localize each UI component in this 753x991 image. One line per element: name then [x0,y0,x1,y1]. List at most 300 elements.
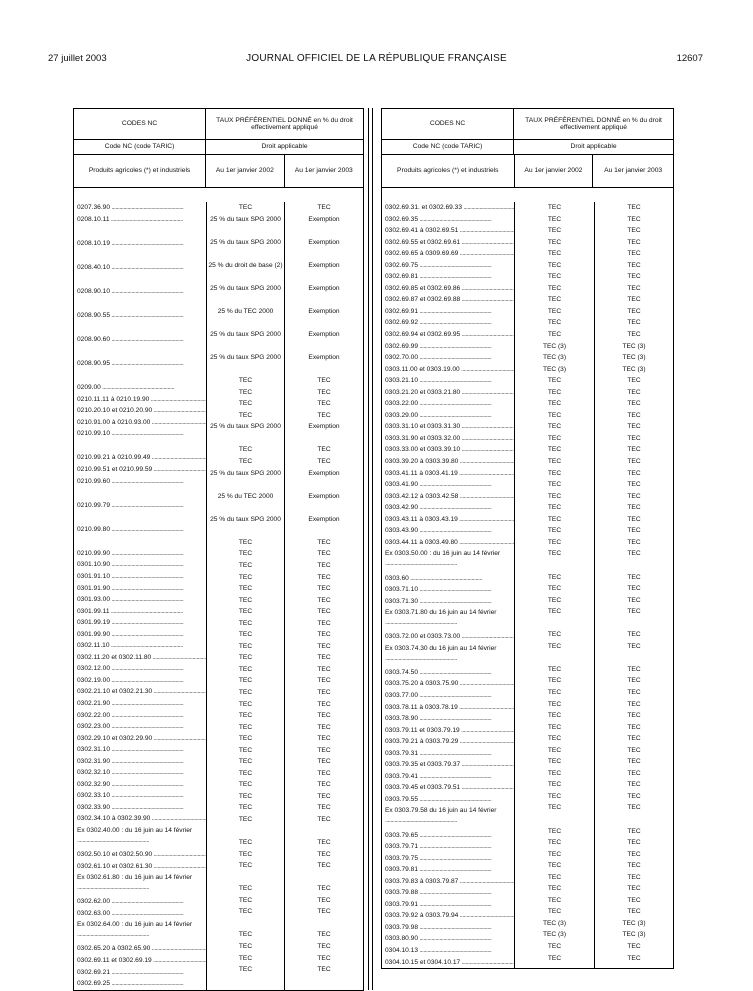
nc-code-cell: 0304.10.15 et 0304.10.17 ..... [382,957,514,969]
nc-code-cell: 0302.69.21 ..... [74,967,206,979]
nc-code-cell: 0303.79.98 ..... [382,922,514,934]
nc-code-cell: Ex 0303.79.58 du 16 juin au 14 février ..... [382,805,514,829]
th-taux: TAUX PRÉFÉRENTIEL DONNÉ en % du droit effectivement appliqué [513,109,673,139]
rate-2003-cell: TEC [627,827,641,835]
nc-code-cell: 0303.80.90 ..... [382,933,514,945]
rate-2002-cell: TEC [238,458,253,466]
th-taux: TAUX PRÉFÉRENTIEL DONNÉ en % du droit effectivement appliqué [205,109,363,139]
rate-2002-cell: TEC (3) [542,931,567,939]
rate-2003-cell: TEC [627,758,641,766]
rate-2002-cell: TEC [238,608,253,616]
rate-2003-cell: TEC [317,631,331,639]
rate-2003-cell: TEC [627,642,641,650]
rate-2003-cell: TEC [317,839,331,847]
rate-2002-cell: TEC [238,619,253,627]
nc-code-cell: 0302.33.90 ..... [74,802,206,814]
rate-2003-cell: TEC [627,307,641,315]
rate-2003-cell: TEC [317,735,331,743]
rate-2003-cell: TEC [627,908,641,916]
rate-2003-cell: TEC [627,608,641,616]
th-droit-applicable: Droit applicable [513,140,673,154]
rate-2003-cell: TEC [627,504,641,512]
rate-2003-cell: TEC [627,515,641,523]
nc-code-cell: 0302.69.99 ..... [382,341,514,353]
tariff-table-left [73,108,364,991]
rate-2003-cell: TEC [627,446,641,454]
rate-2002-cell: TEC [547,307,562,315]
rate-2002-cell: TEC [547,943,562,950]
rate-2003-cell: TEC [627,850,641,858]
nc-code-cell: 0301.10.90 ..... [74,559,206,571]
rate-2003-cell: Exemption [308,469,340,477]
nc-code-cell: 0303.21.20 et 0303.21.80 ..... [382,387,514,399]
rate-2003-cell: TEC [317,642,331,650]
rate-2002-cell: TEC [238,839,253,847]
nc-code-cell: 0302.11.20 et 0302.11.80 ..... [74,652,206,664]
rate-2003-cell: TEC [317,596,331,604]
nc-code-cell: 0303.79.83 à 0303.79.87 ..... [382,876,514,888]
nc-code-cell: 0303.72.00 et 0303.73.00 ..... [382,631,514,643]
nc-code-cell: 0303.79.41 ..... [382,771,514,783]
nc-code-cell: 0302.69.65 à 0309.69.69 ..... [382,248,514,260]
nc-code-cell: Ex 0303.50.00 : du 16 juin au 14 février ..... [382,548,514,572]
nc-code-cell: 0303.79.88 ..... [382,887,514,899]
rate-2003-cell: TEC [317,665,331,673]
rate-2002-cell: TEC [238,654,253,662]
rate-2003-cell: TEC [627,688,641,696]
nc-code-cell: 0303.22.00 ..... [382,398,514,410]
nc-code-cell: 0301.99.19 ..... [74,617,206,629]
rate-2003-cell: TEC [627,769,641,777]
rate-2003-cell: TEC [627,839,641,847]
rate-2002-cell: TEC [547,804,562,812]
rate-2002-cell: TEC [547,700,562,708]
rate-2002-cell: TEC [238,966,253,974]
nc-code-cell: Ex 0303.71.80 du 16 juin au 14 février ..... [382,607,514,631]
nc-code-cell: 0302.62.00 ..... [74,896,206,908]
rate-2003-cell: TEC [627,284,641,292]
column-2002 [206,202,284,990]
nc-code-cell: 0302.69.92 ..... [382,317,514,329]
rate-2002-cell: TEC [547,665,562,673]
rate-2002-cell: 25 % du taux SPG 2000 [210,284,281,292]
nc-code-cell: 0302.23.00 ..... [74,721,206,733]
rate-2002-cell: TEC [238,781,253,789]
rate-2002-cell: TEC [547,839,562,847]
rate-2003-cell: TEC [317,850,331,858]
rate-2002-cell: TEC [547,238,562,246]
rate-2002-cell: 25 % du taux SPG 2000 [210,215,281,223]
rate-2003-cell: TEC [627,227,641,235]
rate-2002-cell: TEC [547,261,562,269]
nc-code-cell: 0303.39.20 à 0303.39.80 ..... [382,456,514,468]
rate-2003-cell: TEC [627,204,641,211]
nc-code-cell: 0303.43.11 à 0303.43.19 ..... [382,514,514,526]
rate-2003-cell: TEC [627,700,641,708]
rate-2002-cell: TEC [547,377,562,385]
rate-2002-cell: TEC [238,631,253,639]
rate-2003-cell: TEC (3) [622,342,646,350]
rate-2003-cell: TEC [627,261,641,269]
rate-2003-cell: TEC [317,908,331,916]
rate-2003-cell: TEC [317,792,331,800]
rate-2002-cell: TEC [547,423,562,431]
rate-2003-cell: Exemption [308,515,340,523]
rate-2003-cell: TEC [317,377,331,385]
rate-2002-cell: TEC [547,446,562,454]
nc-code-cell: 0302.69.81 ..... [382,271,514,283]
nc-code-cell: 0210.91.00 à 0210.93.00 ..... [74,417,206,429]
nc-code-cell: 0303.79.45 et 0303.79.51 ..... [382,782,514,794]
rate-2003-cell: Exemption [308,238,340,246]
rate-2003-cell: TEC (3) [622,354,646,362]
rate-2003-cell: TEC [627,677,641,685]
nc-code-cell: 0303.79.92 à 0303.79.94 ..... [382,910,514,922]
rate-2002-cell: TEC [547,631,562,639]
rate-2003-cell: TEC [627,943,641,950]
nc-code-cell: 0302.69.91 ..... [382,306,514,318]
th-code-taric: Code NC (code TARIC) [104,143,175,151]
rate-2003-cell: TEC [317,411,331,419]
nc-code-cell: 0210.20.10 et 0210.20.90 ..... [74,405,206,417]
nc-code-cell: 0301.91.90 ..... [74,583,206,595]
rate-2002-cell: TEC [238,896,253,904]
rate-2003-cell: TEC [627,735,641,743]
rate-2003-cell: TEC [627,273,641,281]
nc-code-cell: 0302.31.10 ..... [74,744,206,756]
rate-2002-cell: TEC [547,296,562,304]
rate-2003-cell: Exemption [308,354,340,362]
nc-code-cell: 0303.60 ..... [382,573,514,585]
rate-2002-cell: TEC [238,688,253,696]
nc-code-cell: 0302.61.10 et 0302.61.30 ..... [74,861,206,873]
rate-2003-cell: Exemption [308,307,340,315]
nc-code-cell: 0207.36.90 ..... [74,202,206,214]
nc-code-cell: 0210.99.80 ..... [74,524,206,548]
rate-2002-cell: TEC [547,954,562,962]
nc-code-cell: 0302.19.00 ..... [74,675,206,687]
nc-code-cell: Ex 0302.64.00 : du 16 juin au 14 février ..... [74,919,206,943]
rate-2002-cell: TEC [547,504,562,512]
nc-code-cell: 0210.99.10 ..... [74,428,206,452]
rate-2002-cell: TEC [547,481,562,489]
rate-2002-cell: TEC [238,377,253,385]
rate-2003-cell: TEC [317,608,331,616]
rate-2003-cell: TEC [627,585,641,593]
header-date: 27 juillet 2003 [48,53,107,64]
nc-code-cell: 0208.90.95 ..... [74,358,206,382]
nc-code-cell: 0302.69.87 et 0302.69.88 ..... [382,294,514,306]
rate-2002-cell: TEC [547,827,562,835]
nc-code-cell: 0301.99.11 ..... [74,606,206,618]
rate-2002-cell: TEC [547,642,562,650]
rate-2002-cell: TEC [238,596,253,604]
rate-2003-cell: TEC [317,446,331,454]
rate-2002-cell: TEC [547,781,562,789]
nc-code-cell: 0208.40.10 ..... [74,262,206,286]
rate-2002-cell: TEC [238,850,253,858]
nc-code-cell: 0208.90.55 ..... [74,310,206,334]
rate-2002-cell: TEC [238,746,253,754]
rate-2002-cell: TEC [547,596,562,604]
rate-2003-cell: TEC [317,458,331,466]
rate-2002-cell: TEC [547,550,562,558]
nc-code-cell: 0303.11.00 et 0303.19.00 ..... [382,364,514,376]
nc-code-cell: 0303.78.11 à 0303.78.19 ..... [382,702,514,714]
column-2003 [284,202,363,990]
nc-code-cell: 0304.10.13 ..... [382,945,514,957]
rate-2003-cell: TEC [627,596,641,604]
rate-2002-cell: TEC (3) [542,354,567,362]
rate-2002-cell: TEC [238,642,253,650]
rate-2002-cell: TEC (3) [542,342,567,350]
nc-code-cell: 0303.29.00 ..... [382,410,514,422]
rate-2003-cell: TEC [317,561,331,569]
rate-2003-cell: Exemption [308,331,340,339]
th-codes-nc: CODES NC [121,120,158,128]
rate-2003-cell: TEC [627,885,641,893]
nc-code-cell: 0208.10.19 ..... [74,238,206,262]
rate-2003-cell: TEC [317,862,331,870]
nc-code-cell: 0303.79.55 ..... [382,794,514,806]
rate-2003-cell: TEC [317,769,331,777]
nc-code-cell: 0208.90.60 ..... [74,334,206,358]
nc-code-cell: 0303.79.35 et 0303.79.37 ..... [382,759,514,771]
nc-code-cell: 0303.42.12 à 0303.42.58 ..... [382,491,514,503]
nc-code-cell: 0209.00 ..... [74,382,206,394]
rate-2002-cell: TEC [547,792,562,800]
rate-2003-cell: TEC [317,677,331,685]
column-codes [382,202,514,968]
nc-code-cell: 0302.21.90 ..... [74,698,206,710]
rate-2003-cell: TEC [627,804,641,812]
rate-2002-cell: TEC [238,931,253,939]
rate-2003-cell: TEC [317,758,331,766]
nc-code-cell: 0210.11.11 à 0210.19.90 ..... [74,394,206,406]
th-jan-2003: Au 1er janvier 2003 [592,155,673,187]
rate-2003-cell: TEC [627,550,641,558]
nc-code-cell: 0208.10.11 ..... [74,214,206,238]
rate-2003-cell: TEC [627,238,641,246]
rate-2002-cell: TEC [238,792,253,800]
rate-2003-cell: TEC [627,873,641,881]
nc-code-cell: Ex 0303.74.30 du 16 juin au 14 février ..... [382,643,514,667]
rate-2002-cell: TEC [238,943,253,950]
rate-2003-cell: TEC [627,296,641,304]
rate-2002-cell: TEC [547,735,562,743]
rate-2002-cell: TEC [238,400,253,408]
rate-2003-cell: TEC [627,411,641,419]
nc-code-cell: 0303.41.90 ..... [382,479,514,491]
nc-code-cell: 0302.69.75 ..... [382,260,514,272]
nc-code-cell: 0303.79.21 à 0303.79.29 ..... [382,736,514,748]
nc-code-cell: 0303.79.71 ..... [382,841,514,853]
column-divider [372,108,373,990]
nc-code-cell: 0301.91.10 ..... [74,571,206,583]
rate-2003-cell: TEC [627,954,641,962]
rate-2003-cell: TEC [317,654,331,662]
rate-2002-cell: TEC [547,746,562,754]
rate-2003-cell: TEC [627,712,641,720]
nc-code-cell: 0303.33.00 et 0303.39.10 ..... [382,444,514,456]
header-page-number: 12607 [676,53,703,64]
rate-2003-cell: TEC [317,619,331,627]
nc-code-cell: 0303.77.00 ..... [382,690,514,702]
rate-2002-cell: TEC [238,585,253,593]
rate-2002-cell: 25 % du taux SPG 2000 [210,423,281,431]
column-2002 [514,202,594,968]
nc-code-cell: 0303.41.11 à 0303.41.19 ..... [382,468,514,480]
nc-code-cell: 0302.69.35 ..... [382,214,514,226]
rate-2002-cell: TEC [547,677,562,685]
nc-code-cell: 0303.78.90 ..... [382,713,514,725]
nc-code-cell: 0303.71.30 ..... [382,596,514,608]
nc-code-cell: 0303.79.81 ..... [382,864,514,876]
rate-2002-cell: TEC [238,550,253,558]
nc-code-cell: 0303.79.31 ..... [382,748,514,760]
rate-2002-cell: TEC [547,388,562,396]
rate-2003-cell: TEC [627,458,641,466]
rate-2002-cell: TEC [547,896,562,904]
th-codes-nc: CODES NC [429,120,466,128]
nc-code-cell: 0208.90.10 ..... [74,286,206,310]
nc-code-cell: 0303.79.75 ..... [382,853,514,865]
nc-code-cell: 0303.79.65 ..... [382,830,514,842]
rate-2002-cell: TEC [547,769,562,777]
nc-code-cell: 0302.70.00 ..... [382,352,514,364]
nc-code-cell: 0303.31.10 et 0303.31.30 ..... [382,421,514,433]
nc-code-cell: 0302.32.90 ..... [74,779,206,791]
rate-2002-cell: TEC [547,688,562,696]
nc-code-cell: 0302.12.00 ..... [74,663,206,675]
column-2003 [594,202,673,968]
rate-2002-cell: TEC [238,411,253,419]
th-produits: Produits agricoles (*) et industriels [88,167,191,175]
rate-2002-cell: TEC [238,573,253,581]
rate-2003-cell: TEC [317,815,331,823]
tariff-table-right [381,108,674,969]
nc-code-cell: Ex 0302.40.00 : du 16 juin au 14 février ..... [74,825,206,849]
rate-2003-cell: Exemption [308,492,340,500]
rate-2002-cell: TEC [238,388,253,396]
rate-2003-cell: TEC [317,400,331,408]
nc-code-cell: 0302.69.11 et 0302.69.19 ..... [74,955,206,967]
rate-2002-cell: TEC [547,250,562,258]
rate-2003-cell: TEC [627,481,641,489]
th-produits: Produits agricoles (*) et industriels [397,167,499,175]
rate-2003-cell: TEC [317,723,331,731]
rate-2003-cell: TEC [627,377,641,385]
rate-2003-cell: TEC [627,862,641,870]
rate-2003-cell: TEC (3) [622,919,646,927]
rate-2002-cell: TEC [547,215,562,223]
column-divider [368,108,369,990]
rate-2003-cell: TEC [627,423,641,431]
rate-2002-cell: TEC [547,712,562,720]
nc-code-cell: 0210.99.90 ..... [74,548,206,560]
nc-code-cell: 0302.69.94 et 0302.69.95 ..... [382,329,514,341]
nc-code-cell: 0303.79.11 et 0303.79.19 ..... [382,725,514,737]
rate-2003-cell: TEC [317,700,331,708]
rate-2003-cell: TEC [627,746,641,754]
rate-2002-cell: TEC [547,862,562,870]
nc-code-cell: 0301.93.00 ..... [74,594,206,606]
rate-2002-cell: TEC [238,700,253,708]
rate-2002-cell: TEC [547,873,562,881]
rate-2003-cell: TEC [317,573,331,581]
rate-2002-cell: TEC [238,815,253,823]
rate-2002-cell: TEC [547,400,562,408]
nc-code-cell: 0210.99.51 et 0210.99.59 ..... [74,464,206,476]
nc-code-cell: 0302.69.25 ..... [74,978,206,990]
nc-code-cell: 0302.21.10 et 0302.21.30 ..... [74,686,206,698]
rate-2002-cell: 25 % du TEC 2000 [217,307,274,315]
rate-2002-cell: TEC [238,862,253,870]
nc-code-cell: 0302.69.55 et 0302.69.61 ..... [382,237,514,249]
rate-2002-cell: TEC [547,585,562,593]
rate-2003-cell: TEC [627,388,641,396]
rate-2002-cell: TEC [547,319,562,327]
rate-2002-cell: TEC [547,850,562,858]
rate-2002-cell: TEC [238,758,253,766]
page-header [0,53,753,67]
nc-code-cell: 0303.71.10 ..... [382,584,514,596]
th-jan-2002: Au 1er janvier 2002 [205,155,283,187]
rate-2003-cell: TEC [627,538,641,546]
rate-2002-cell: TEC [547,908,562,916]
nc-code-cell: 0302.22.00 ..... [74,710,206,722]
nc-code-cell: 0302.69.31. et 0302.69.33 ..... [382,202,514,214]
rate-2002-cell: 25 % du TEC 2000 [217,492,274,500]
rate-2002-cell: TEC [547,411,562,419]
rate-2002-cell: TEC [547,885,562,893]
rate-2002-cell: TEC (3) [542,365,567,373]
rate-2003-cell: TEC [317,585,331,593]
rate-2002-cell: TEC [547,538,562,546]
rate-2003-cell: TEC [627,434,641,442]
nc-code-cell: 0302.50.10 et 0302.50.90 ..... [74,849,206,861]
rate-2003-cell: Exemption [308,215,340,223]
nc-code-cell: 0302.31.90 ..... [74,756,206,768]
nc-code-cell: 0303.31.90 et 0303.32.00 ..... [382,433,514,445]
nc-code-cell: 0210.99.79 ..... [74,500,206,524]
nc-code-cell: 0303.42.90 ..... [382,502,514,514]
rate-2003-cell: TEC [317,781,331,789]
nc-code-cell: 0302.32.10 ..... [74,767,206,779]
column-codes [74,202,206,990]
nc-code-cell: 0303.44.11 à 0303.49.80 ..... [382,537,514,549]
rate-2003-cell: TEC [317,550,331,558]
rate-2003-cell: TEC [317,804,331,812]
rate-2002-cell: 25 % du droit de base (2) [208,261,283,269]
rate-2003-cell: TEC [627,723,641,731]
rate-2003-cell: TEC [627,631,641,639]
rate-2003-cell: TEC [317,954,331,962]
rate-2003-cell: TEC [317,688,331,696]
rate-2003-cell: TEC [627,331,641,339]
rate-2002-cell: TEC [547,608,562,616]
rate-2002-cell: TEC [238,561,253,569]
nc-code-cell: 0302.69.85 et 0302.69.86 ..... [382,283,514,295]
rate-2002-cell: 25 % du taux SPG 2000 [210,469,281,477]
nc-code-cell: 0302.65.20 à 0302.65.90 ..... [74,943,206,955]
table-body-right [382,188,673,968]
rate-2003-cell: TEC [317,943,331,950]
rate-2002-cell: TEC [238,204,253,211]
rate-2003-cell: TEC [317,388,331,396]
rate-2003-cell: TEC [317,966,331,974]
rate-2002-cell: TEC [547,434,562,442]
